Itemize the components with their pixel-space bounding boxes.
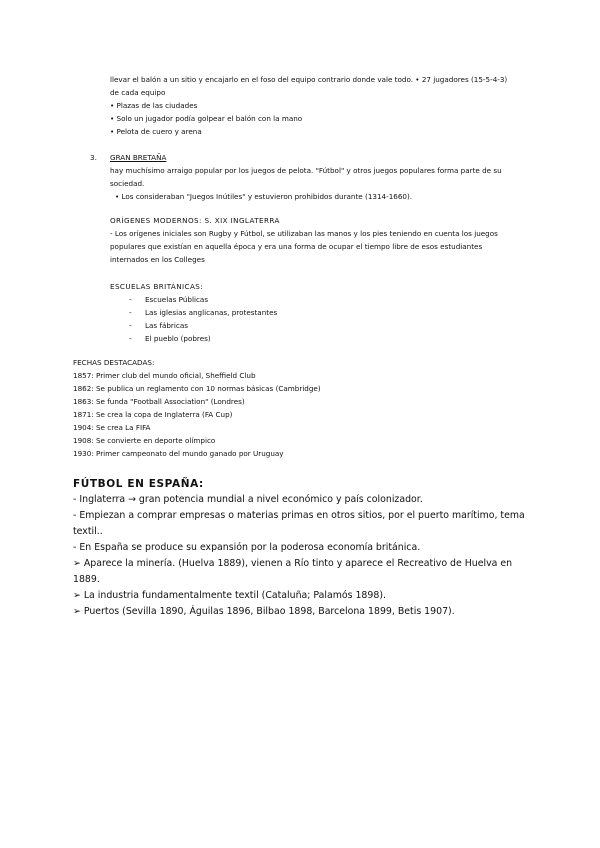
list-dash: - [129, 295, 132, 304]
spain-line: ➢ Aparece la minería. (Huelva 1889), vienen a Río tinto y aparece el Recreativo de Huelva en [73, 558, 513, 569]
date-item: 1857: Primer club del mundo oficial, Sheffield Club [73, 371, 256, 380]
spain-line: - Inglaterra → gran potencia mundial a nivel económico y país colonizador. [73, 494, 423, 505]
gb-line-2: sociedad. [110, 179, 145, 188]
spain-line: ➢ Puertos (Sevilla 1890, Águilas 1896, Bilbao 1898, Barcelona 1899, Betis 1907). [73, 606, 455, 617]
school-item: El pueblo (pobres) [145, 334, 211, 343]
intro-line-1: llevar el balón a un sitio y encajarlo en el foso del equipo contrario donde vale todo. • 27 jugadores (15-5-4-3) [110, 75, 508, 84]
school-item: Las fábricas [145, 321, 188, 330]
origins-line-3: internados en los Colleges [110, 255, 205, 264]
spain-line: - En España se produce su expansión por la poderosa economía británica. [73, 542, 421, 553]
list-dash: - [129, 321, 132, 330]
date-item: 1862: Se publica un reglamento con 10 normas básicas (Cambridge) [73, 384, 321, 393]
spain-line: 1889. [73, 574, 100, 585]
date-item: 1908: Se convierte en deporte olímpico [73, 436, 216, 445]
section-number: 3. [90, 153, 97, 162]
spain-line: textil.. [73, 526, 103, 537]
school-item: Las iglesias anglicanas, protestantes [145, 308, 278, 317]
intro-bullet: • Solo un jugador podía golpear el balón con la mano [110, 114, 303, 123]
list-dash: - [129, 334, 132, 343]
intro-line-2: de cada equipo [110, 88, 166, 97]
gb-bullet: • Los consideraban "Juegos Inútiles" y estuvieron prohibidos durante (1314-1660). [115, 192, 413, 201]
date-item: 1871: Se crea la copa de Inglaterra (FA Cup) [73, 410, 233, 419]
origins-heading: ORÍGENES MODERNOS: S. XIX INGLATERRA [110, 216, 280, 225]
origins-line-2: populares que existían en aquella época y era una forma de ocupar el tiempo libre de esos estudiantes [110, 242, 483, 251]
school-item: Escuelas Públicas [145, 295, 209, 304]
date-item: 1904: Se crea La FIFA [73, 423, 151, 432]
dates-heading: FECHAS DESTACADAS: [73, 358, 155, 367]
spain-heading: FÚTBOL EN ESPAÑA: [73, 478, 204, 490]
intro-bullet: • Pelota de cuero y arena [110, 127, 202, 136]
date-item: 1863: Se funda "Football Association" (Londres) [73, 397, 245, 406]
origins-line-1: - Los orígenes iniciales son Rugby y Fútbol, se utilizaban las manos y los pies teniendo en cuenta los juegos [110, 229, 498, 238]
schools-heading: ESCUELAS BRITÁNICAS: [110, 282, 204, 291]
gb-line-1: hay muchísimo arraigo popular por los juegos de pelota. "Fútbol" y otros juegos populares forma parte de su [110, 166, 502, 175]
gb-heading: GRAN BRETAÑA [110, 153, 167, 162]
list-dash: - [129, 308, 132, 317]
spain-line: ➢ La industria fundamentalmente textil (Cataluña; Palamós 1898). [73, 590, 386, 601]
spain-line: - Empiezan a comprar empresas o materias primas en otros sitios, por el puerto marítimo, tema [73, 510, 525, 521]
date-item: 1930: Primer campeonato del mundo ganado por Uruguay [73, 449, 284, 458]
intro-bullet: • Plazas de las ciudades [110, 101, 198, 110]
